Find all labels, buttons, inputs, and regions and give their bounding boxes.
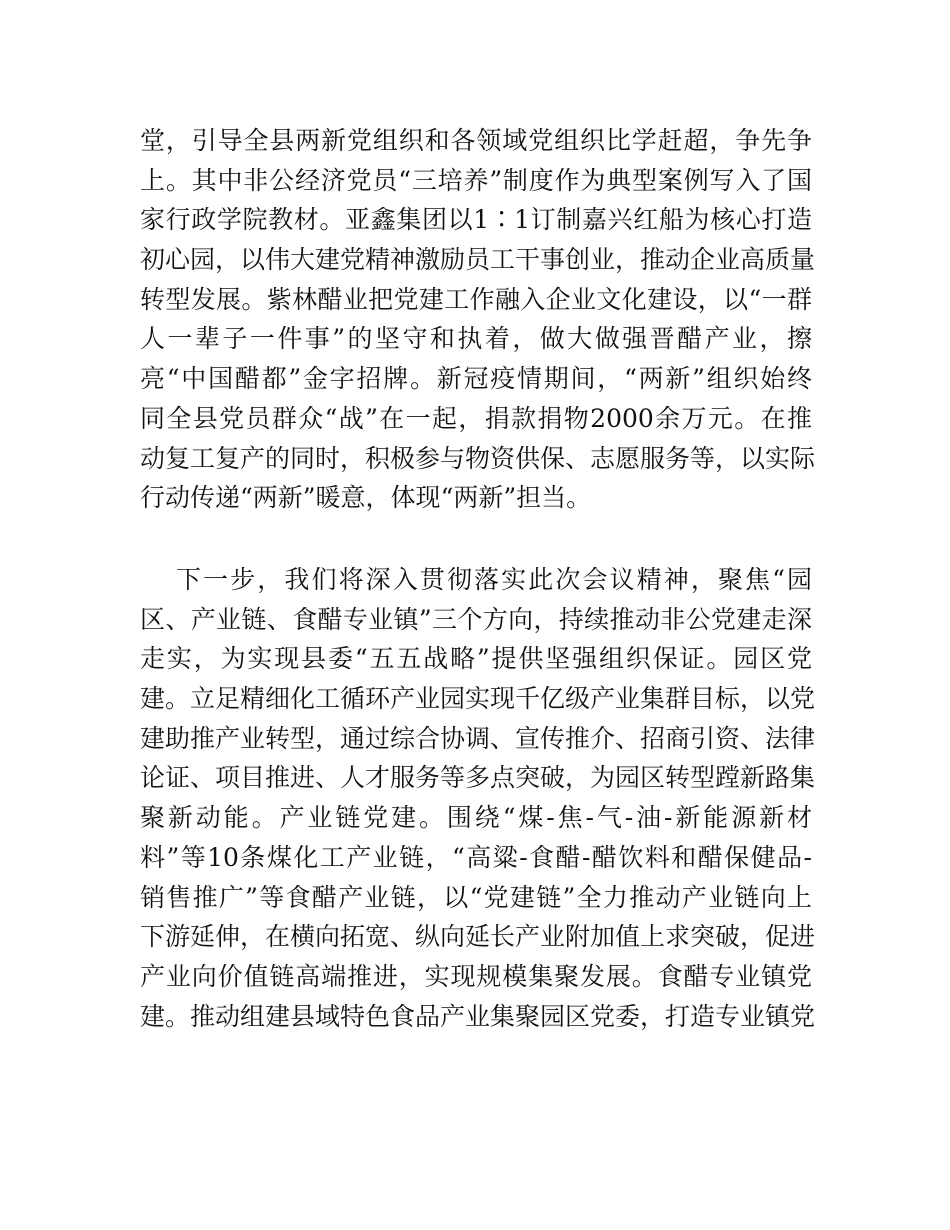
text-line: 堂，引导全县两新党组织和各领域党组织比学赶超，争先争 — [140, 126, 812, 155]
text-line: 销售推广”等食醋产业链，以“党建链”全力推动产业链向上 — [140, 882, 812, 912]
text-line: 下一步，我们将深入贯彻落实此次会议精神，聚焦“园 — [176, 565, 812, 594]
text-line: 区、产业链、食醋专业镇”三个方向，持续推动非公党建走深 — [140, 604, 812, 634]
text-line: 亮“中国醋都”金字招牌。新冠疫情期间，“两新”组织始终 — [140, 364, 812, 394]
text-line: 产业向价值链高端推进，实现规模集聚发展。食醋专业镇党 — [140, 961, 812, 991]
text-line: 论证、项目推进、人才服务等多点突破，为园区转型蹚新路集 — [140, 763, 816, 793]
text-line: 聚新动能。产业链党建。围绕“煤-焦-气-油-新能源新材 — [140, 803, 812, 833]
paragraph-1 — [140, 121, 816, 518]
paragraph-2 — [140, 560, 816, 1036]
text-line: 同全县党员群众“战”在一起，捐款捐物2000余万元。在推 — [140, 403, 812, 433]
text-line: 行动传递“两新”暖意，体现“两新”担当。 — [140, 483, 592, 513]
text-line: 建助推产业转型，通过综合协调、宣传推介、招商引资、法律 — [140, 723, 816, 753]
text-line: 走实，为实现县委“五五战略”提供坚强组织保证。园区党 — [140, 644, 812, 674]
text-line: 下游延伸，在横向拓宽、纵向延长产业附加值上求突破，促进 — [140, 922, 816, 952]
text-line: 上。其中非公经济党员“三培养”制度作为典型案例写入了国 — [140, 165, 812, 195]
text-line: 料”等10条煤化工产业链，“高粱-食醋-醋饮料和醋保健品- — [140, 842, 812, 872]
text-line: 初心园，以伟大建党精神激励员工干事创业，推动企业高质量 — [140, 245, 816, 275]
text-line: 人一辈子一件事”的坚守和执着，做大做强晋醋产业，擦 — [140, 324, 812, 354]
text-line: 建。推动组建县域特色食品产业集聚园区党委，打造专业镇党 — [140, 1001, 816, 1031]
text-line: 转型发展。紫林醋业把党建工作融入企业文化建设，以“一群 — [140, 284, 812, 314]
text-line: 家行政学院教材。亚鑫集团以1∶1订制嘉兴红船为核心打造 — [140, 205, 812, 235]
text-line: 建。立足精细化工循环产业园实现千亿级产业集群目标，以党 — [140, 684, 816, 714]
text-line: 动复工复产的同时，积极参与物资供保、志愿服务等，以实际 — [140, 443, 816, 473]
